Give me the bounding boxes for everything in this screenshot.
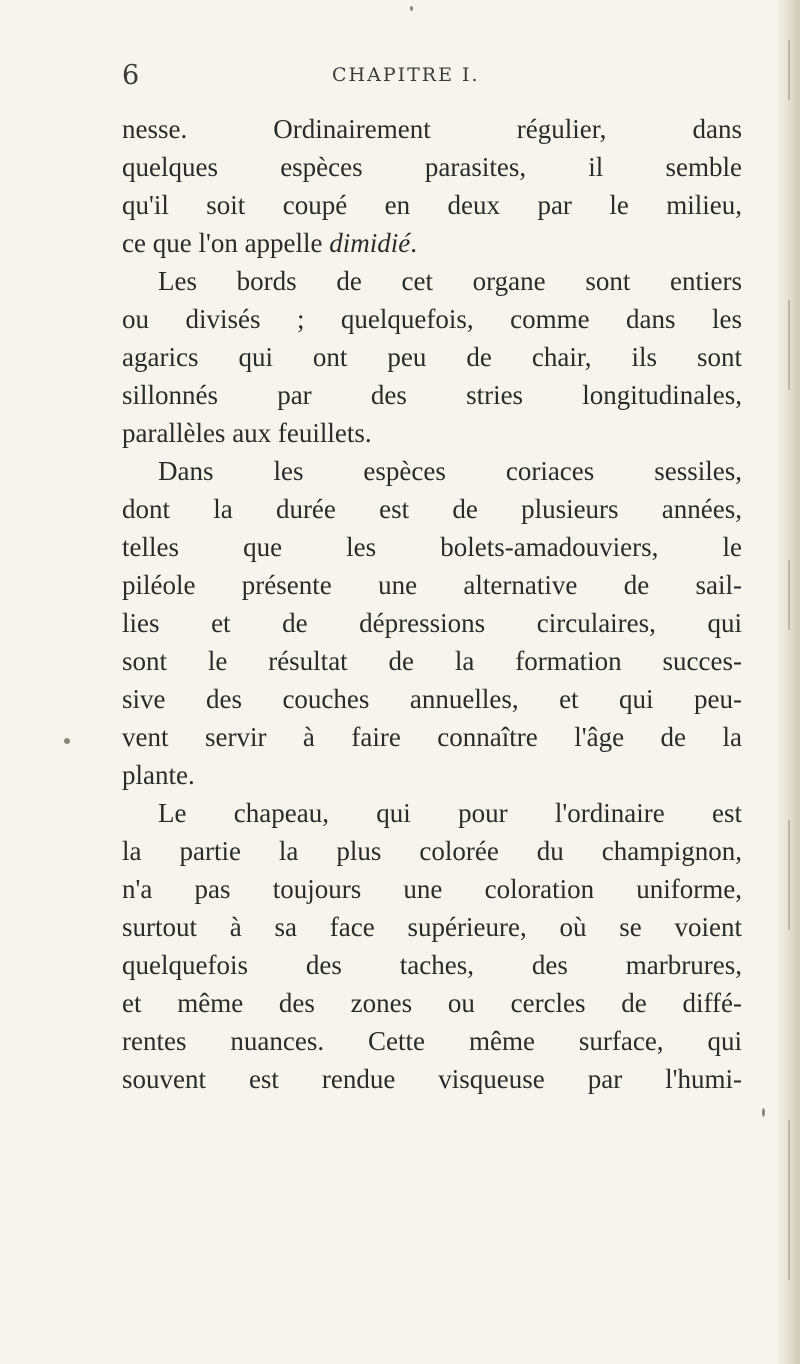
text-line: agarics qui ont peu de chair, ils sont <box>122 342 742 372</box>
text-line: parallèles aux feuillets. <box>122 418 372 448</box>
text-segment: ce que l'on appelle <box>122 228 330 258</box>
paper-speck <box>762 1108 765 1117</box>
gutter-mark <box>788 300 790 390</box>
page-gutter-shadow <box>778 0 800 1364</box>
text-line: la partie la plus colorée du champignon, <box>122 836 742 866</box>
text-line: dont la durée est de plusieurs années, <box>122 494 742 524</box>
text-line: souvent est rendue visqueuse par l'humi- <box>122 1064 742 1094</box>
text-line: qu'il soit coupé en deux par le milieu, <box>122 190 742 220</box>
text-line: lies et de dépressions circulaires, qui <box>122 608 742 638</box>
text-line: quelques espèces parasites, il semble <box>122 152 742 182</box>
text-line: Le chapeau, qui pour l'ordinaire est <box>158 798 742 828</box>
text-line: nesse. Ordinairement régulier, dans <box>122 114 742 144</box>
text-line: n'a pas toujours une coloration uniforme, <box>122 874 742 904</box>
text-line: surtout à sa face supérieure, où se voient <box>122 912 742 942</box>
text-line: et même des zones ou cercles de diffé- <box>122 988 742 1018</box>
body-text <box>122 110 742 1098</box>
text-line <box>122 224 742 262</box>
text-line: Les bords de cet organe sont entiers <box>158 266 742 296</box>
page-number: 6 <box>122 60 140 91</box>
paper-speck <box>410 6 413 11</box>
text-line: Dans les espèces coriaces sessiles, <box>158 456 742 486</box>
gutter-mark <box>788 1120 790 1280</box>
text-line: sillonnés par des stries longitudinales, <box>122 380 742 410</box>
text-line: rentes nuances. Cette même surface, qui <box>122 1026 742 1056</box>
gutter-mark <box>788 820 790 930</box>
text-line: sive des couches annuelles, et qui peu- <box>122 684 742 714</box>
gutter-mark <box>788 40 790 100</box>
text-line: quelquefois des taches, des marbrures, <box>122 950 742 980</box>
text-line: ou divisés ; quelquefois, comme dans les <box>122 304 742 334</box>
text-line: piléole présente une alternative de sail- <box>122 570 742 600</box>
text-line: telles que les bolets-amadouviers, le <box>122 532 742 562</box>
text-line: vent servir à faire connaître l'âge de la <box>122 722 742 752</box>
gutter-mark <box>788 560 790 630</box>
text-segment: . <box>410 228 418 258</box>
paper-speck <box>64 738 70 744</box>
text-line: sont le résultat de la formation succes- <box>122 646 742 676</box>
italic-term: dimidié <box>329 228 411 258</box>
running-head: CHAPITRE I. <box>332 64 480 86</box>
page-header <box>122 58 742 98</box>
text-line: plante. <box>122 760 195 790</box>
